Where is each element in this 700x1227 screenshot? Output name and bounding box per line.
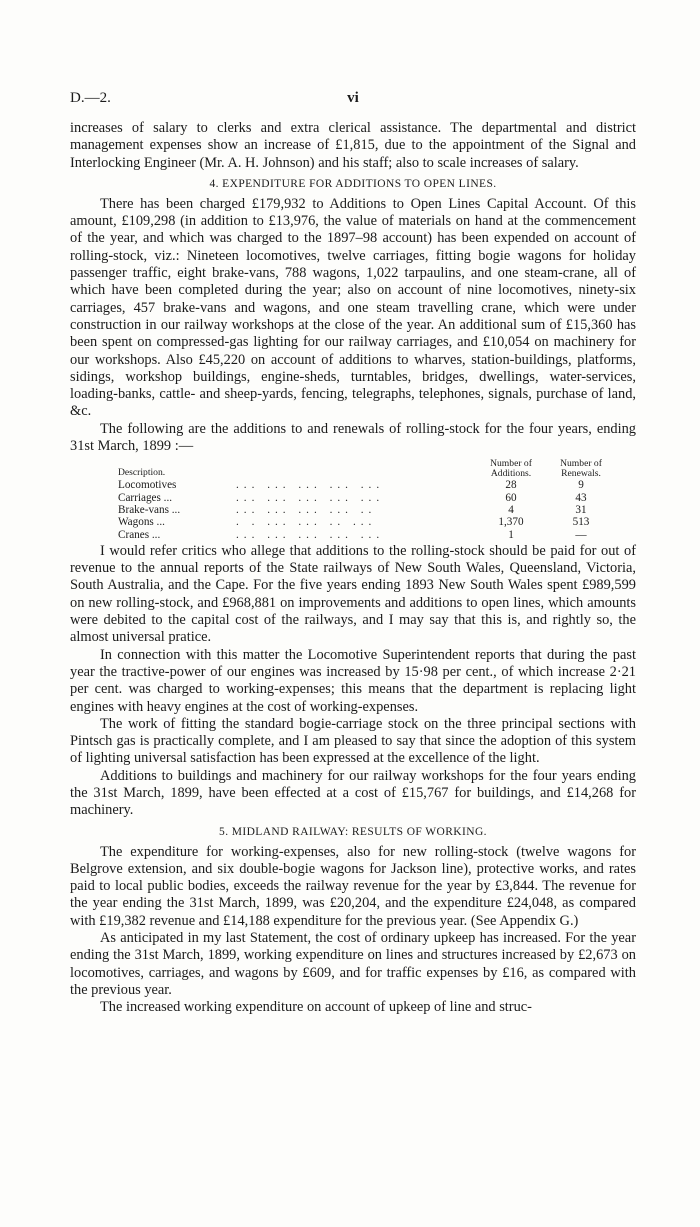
- row-renewals: 9: [578, 479, 584, 492]
- row-renewals: 513: [572, 516, 590, 529]
- table-row: [118, 504, 616, 516]
- col-additions-header: Number of Additions.: [490, 458, 532, 480]
- row-renewals: —: [575, 528, 587, 541]
- section-5-heading: 5. MIDLAND RAILWAY: RESULTS OF WORKING.: [219, 825, 487, 838]
- paragraph: Additions to buildings and machinery for our railway workshops for the four years ending the 31st March, 1899, have been effected at a cost of £15,767 for buildings, and £14,268 for machinery.: [70, 767, 636, 819]
- document-code: D.—2.: [70, 90, 111, 106]
- paragraph: The expenditure for working-expenses, also for new rolling-stock (twelve wagons for Belgrove extension, and six double-bogie wagons for Jackson line), protective works, and rates paid to local public bodies, exceeds the railway revenue for the year by £3,844. The revenue for the year ending the 31st March, 1899, was £20,204, and the expenditure £24,048, as compared with £19,382 revenue and £14,188 expenditure for the previous year. (See Appendix G.): [70, 843, 636, 929]
- section-4-heading: 4. EXPENDITURE FOR ADDITIONS TO OPEN LINES.: [209, 177, 497, 190]
- paragraph-intro: increases of salary to clerks and extra clerical assistance. The departmental and district management expenses show an increase of £1,815, due to the appointment of the Signal and Interlocking Engineer (Mr. A. H. Johnson) and his staff; also to scale increases of salary.: [70, 120, 636, 171]
- document-body: [70, 120, 636, 1017]
- leader-dots: ... ... ... ... ..: [236, 503, 377, 516]
- page-header: [70, 90, 636, 110]
- row-description: Carriages ...: [118, 491, 173, 504]
- paragraph: The increased working expenditure on account of upkeep of line and struc-: [100, 999, 532, 1016]
- paragraph: There has been charged £179,932 to Additions to Open Lines Capital Account. Of this amount, £109,298 (in addition to £13,976, the value of materials on hand at the commencement of the year, and which was charged to the 1897–98 account) has been expended on account of rolling-stock, viz.: Nineteen locomotives, twelve carriages, fitting bogie wagons for holiday passenger traffic, eight brake-vans, 788 wagons, 1,022 tarpaulins, and one steam-crane, all of which have been completed during the year; also on account of nine locomotives, ninety-six carriages, 457 brake-vans and wagons, and one steam travelling crane, which were under construction in our railway workshops at the close of the year. An additional sum of £15,360 has been spent on compressed-gas lighting for our railway carriages, and £10,054 on machinery for our workshops. Also £45,220 on account of additions to wharves, station-buildings, platforms, sidings, workshop buildings, engine-sheds, turntables, bridges, dwellings, water-services, loading-banks, cattle- and sheep-yards, fencing, telegraphs, telephones, signals, purchase of land, &c.: [70, 195, 636, 420]
- table-row: [118, 516, 616, 528]
- table-row: [118, 479, 616, 491]
- row-additions: 28: [505, 479, 517, 492]
- col-description-header: Description.: [118, 467, 166, 479]
- page-number: vi: [347, 90, 359, 106]
- rolling-stock-table: [118, 459, 616, 540]
- row-description: Cranes ...: [118, 528, 161, 541]
- row-additions: 1,370: [498, 516, 524, 529]
- leader-dots: ... ... ... ... ...: [236, 528, 385, 541]
- row-renewals: 43: [575, 491, 587, 504]
- row-description: Wagons ...: [118, 516, 165, 529]
- table-row: [118, 492, 616, 504]
- paragraph: The following are the additions to and renewals of rolling-stock for the four years, ending 31st March, 1899 :—: [70, 420, 636, 455]
- leader-dots: ... ... ... ... ...: [236, 491, 385, 504]
- paragraph: In connection with this matter the Locomotive Superintendent reports that during the past year the tractive-power of our engines was increased by 15·98 per cent., of which increase 2·21 per cent. was charged to working-expenses; this means that the department is replacing light engines with heavy engines at the cost of working-expenses.: [70, 646, 636, 715]
- row-additions: 4: [508, 503, 514, 516]
- leader-dots: ... ... ... ... ...: [236, 479, 385, 492]
- leader-dots: . . ... ... .. ...: [236, 516, 377, 529]
- paragraph: The work of fitting the standard bogie-carriage stock on the three principal sections with Pintsch gas is practically complete, and I am pleased to say that since the adoption of this system of lighting universal satisfaction has been expressed at the excellence of the light.: [70, 715, 636, 767]
- paragraph: I would refer critics who allege that additions to the rolling-stock should be paid for out of revenue to the annual reports of the State railways of New South Wales, Queensland, Victoria, South Australia, and the Cape. For the five years ending 1893 New South Wales spent £989,599 on new rolling-stock, and £968,881 on improvements and additions to open lines, which amounts were debited to the capital cost of the railways, and I may say that this is, and rightly so, the almost universal pratice.: [70, 542, 636, 646]
- row-description: Brake-vans ...: [118, 503, 181, 516]
- table-header-row: [118, 459, 616, 479]
- row-description: Locomotives: [118, 479, 177, 492]
- row-additions: 1: [508, 528, 514, 541]
- row-additions: 60: [505, 491, 517, 504]
- table-row: [118, 529, 616, 541]
- col-renewals-header: Number of Renewals.: [560, 458, 602, 480]
- row-renewals: 31: [575, 503, 587, 516]
- paragraph: As anticipated in my last Statement, the cost of ordinary upkeep has increased. For the year ending the 31st March, 1899, working expenditure on lines and structures increased by £2,673 on locomotives, carriages, and wagons by £609, and for traffic expenses by £16, as compared with the previous year.: [70, 930, 636, 998]
